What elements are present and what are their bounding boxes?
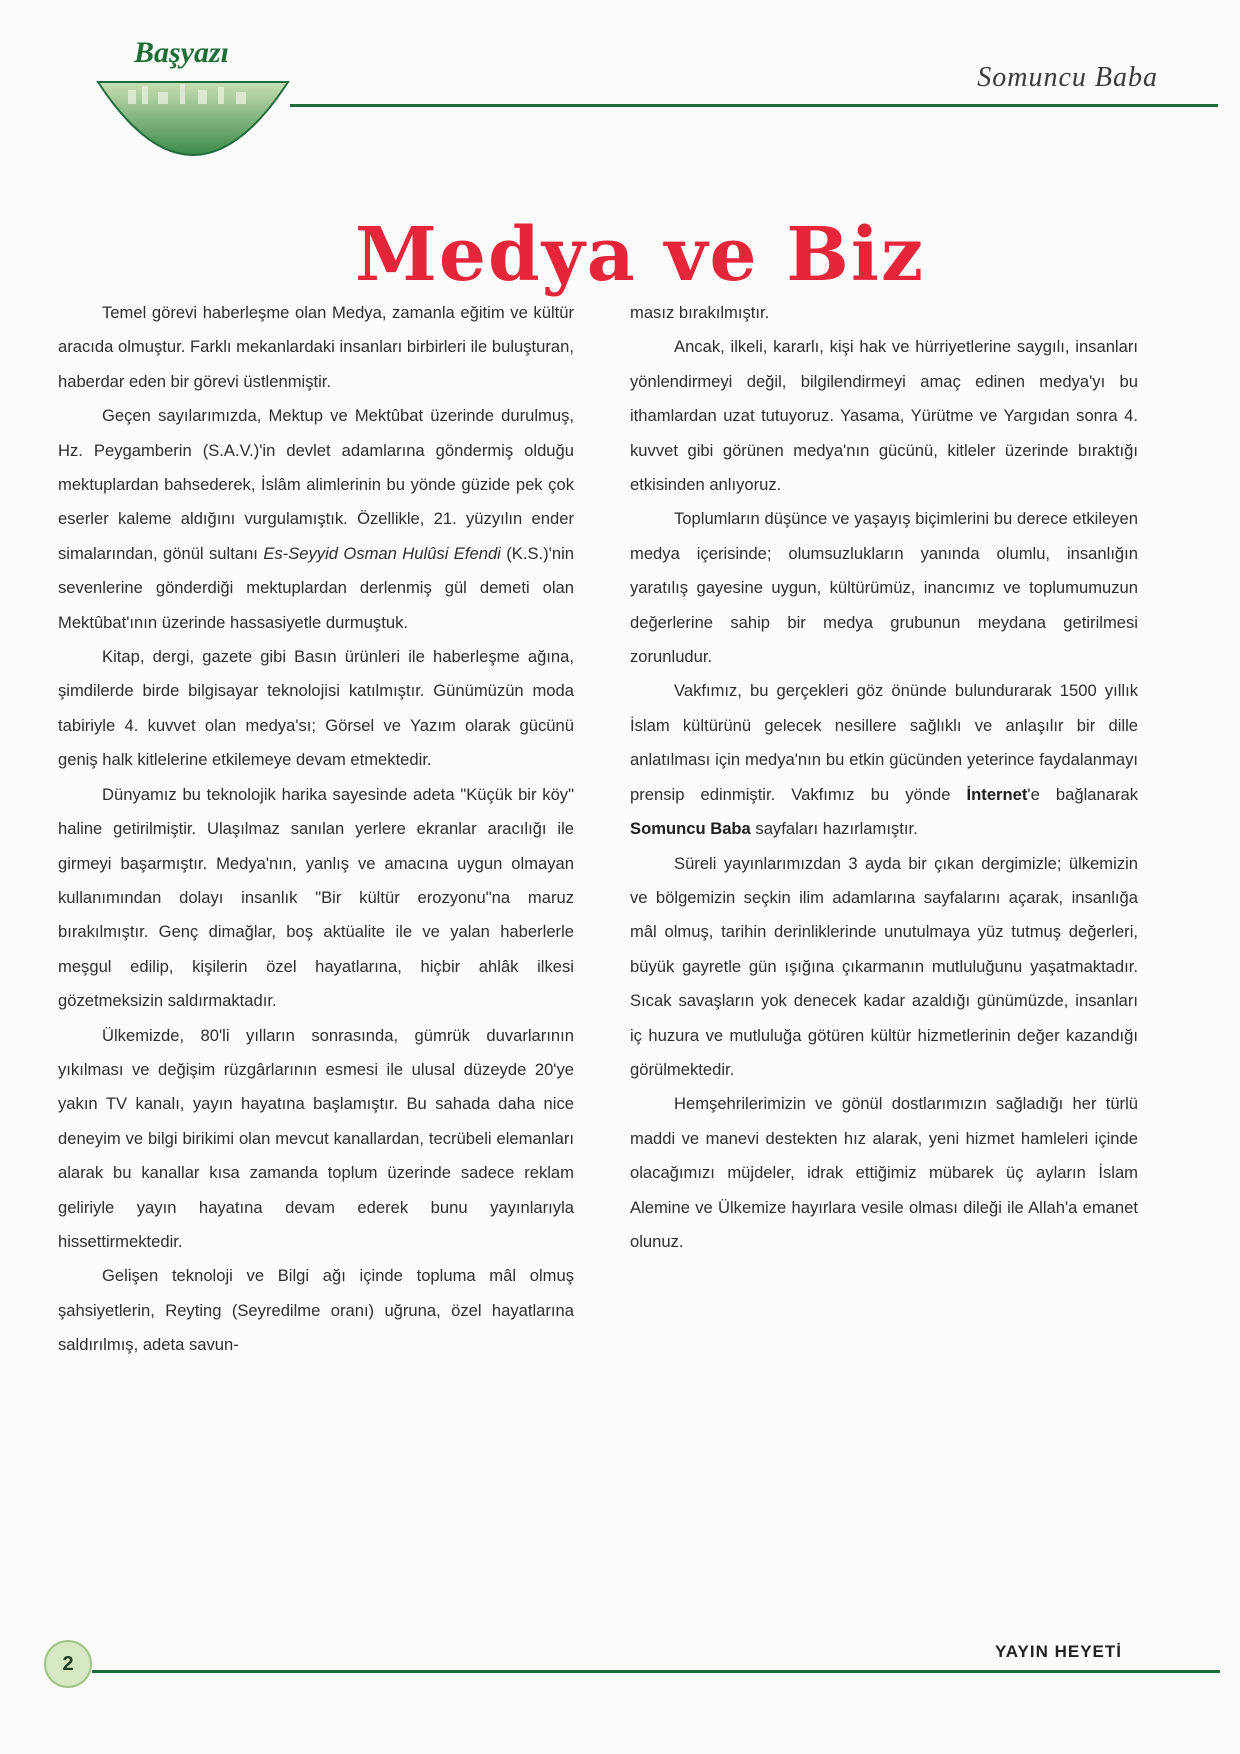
paragraph: Süreli yayınlarımızdan 3 ayda bir çıkan dergimizle; ülkemizin ve bölgemizin seçkin ilim adamlarına sayfalarını açarak, insanlığa mâl olmuş, tarihin derinliklerinde unutulmaya yüz tutmuş değerleri, büyük gayretle gün ışığına çıkarmanın mutluluğunu yaşatmaktadır. Sıcak savaşların yok denecek kadar azaldığı günümüzde, insanları iç huzura ve mutluluğa götüren kültür hizmetlerinin değer kazandığı görülmektedir.: [630, 853, 1138, 1079]
paragraph: Toplumların düşünce ve yaşayış biçimlerini bu derece etkileyen medya içerisinde; olumsuzlukların yanında olumlu, insanlığın yaratılış gayesine uygun, kültürümüz, inancımız ve toplumumuzun değerlerine sahip bir medya grubunun meydana getirilmesi zorunludur.: [630, 509, 1138, 667]
paragraph: Ancak, ilkeli, kararlı, kişi hak ve hürriyetlerine saygılı, insanları yönlendirmeyi değil, bilgilendirmeyi amaç edinen medya'yı bu ithamlardan uzat tutuyoruz. Yasama, Yürütme ve Yargıdan sonra 4. kuvvet gibi görünen medya'nın gücünü, kitleler üzerinde bıraktığı etkisinden anlıyoruz.: [630, 337, 1138, 495]
signature: YAYIN HEYETİ: [995, 1642, 1122, 1661]
section-label: Başyazı: [134, 36, 230, 69]
internet-term: İnternet: [966, 784, 1028, 804]
paragraph-continuation: masız bırakılmıştır.: [630, 303, 770, 322]
right-column: [630, 296, 1138, 1259]
left-column: [58, 296, 574, 1363]
paragraph: Geçen sayılarımızda, Mektup ve Mektûbat üzerinde durulmuş, Hz. Peygamberin (S.A.V.)'in devlet adamlarına göndermiş olduğu mektuplardan bahsederek, İslâm alimlerinin bu yönde güzide pek çok eserler kaleme aldığını vurgulamıştık. Özellikle, 21. yüzyılın ender simalarından, gönül sultanı Es-Seyyid Osman Hulûsi Efendi (K.S.)'nin sevenlerine gönderdiği mektuplardan derlenmiş gül demeti olan Mektûbat'ının üzerinde hassasiyetle durmuştuk.: [58, 406, 574, 632]
paragraph: Ülkemizde, 80'li yılların sonrasında, gümrük duvarlarının yıkılması ve değişim rüzgârlarının esmesi ile ulusal düzeyde 20'ye yakın TV kanalı, yayın hayatına başlamıştır. Bu sahada daha nice deneyim ve bilgi birikimi olan mevcut kanallardan, tecrübeli elemanları alarak bu kanallar kısa zamanda toplum üzerinde sadece reklam geliriyle yayın hayatına devam ederek bunu yayınlarıyla hissettirmektedir.: [58, 1025, 574, 1251]
city-skyline-emblem-icon: [88, 78, 298, 178]
magazine-name: Somuncu Baba: [977, 62, 1158, 93]
paragraph: Hemşehrilerimizin ve gönül dostlarımızın sağladığı her türlü maddi ve manevi destekten hız alarak, yeni hizmet hamleleri içinde olacağımızı müjdeler, idrak ettiğimiz mübarek üç ayların İslam Alemine ve Ülkemize hayırlara vesile olması dileği ile Allah'a emanet olunuz.: [630, 1094, 1138, 1251]
page-number: 2: [44, 1640, 92, 1688]
paragraph: Gelişen teknoloji ve Bilgi ağı içinde topluma mâl olmuş şahsiyetlerin, Reyting (Seyredilme oranı) uğruna, özel hayatlarına saldırılmış, adeta savun-: [58, 1266, 574, 1355]
paragraph: Dünyamız bu teknolojik harika sayesinde adeta "Küçük bir köy" haline getirilmiştir. Ulaşılmaz sanılan yerlere ekranlar aracılığı ile girmeyi başarmıştır. Medya'nın, yanlış ve amacına uygun olmayan kullanımından dolayı insanlık "Bir kültür erozyonu"na maruz bırakılmıştır. Genç dimağlar, boş aktüalite ile ve yalan haberlerle meşgul edilip, kişilerin özel hayatlarına, hiçbir ahlâk ilkesi gözetmeksizin saldırmaktadır.: [58, 784, 574, 1011]
paragraph: Temel görevi haberleşme olan Medya, zamanla eğitim ve kültür aracıda olmuştur. Farklı mekanlardaki insanları birbirleri ile buluşturan, haberdar eden bir görevi üstlenmiştir.: [58, 303, 574, 391]
paragraph: Kitap, dergi, gazete gibi Basın ürünleri ile haberleşme ağına, şimdilerde birde bilgisayar teknolojisi katılmıştır. Günümüzün moda tabiriyle 4. kuvvet olan medya'sı; Görsel ve Yazım olarak gücünü geniş halk kitlelerine etkilemeye devam etmektedir.: [58, 647, 574, 770]
header-rule: [290, 104, 1218, 107]
article-title: Medya ve Biz: [355, 212, 925, 298]
paragraph: Vakfımız, bu gerçekleri göz önünde bulundurarak 1500 yıllık İslam kültürünü gelecek nesillere sağlıklı ve anlaşılır bir dille anlatılması için medya'nın bu etkin gücünden yeterince faydalanmayı prensip edinmiştir. Vakfımız bu yönde İnternet'e bağlanarak Somuncu Baba sayfaları hazırlamıştır.: [630, 681, 1138, 839]
brand-name: Somuncu Baba: [630, 819, 751, 839]
footer-rule: [92, 1670, 1220, 1673]
scholar-name: Es-Seyyid Osman Hulûsi Efendi: [263, 543, 501, 563]
